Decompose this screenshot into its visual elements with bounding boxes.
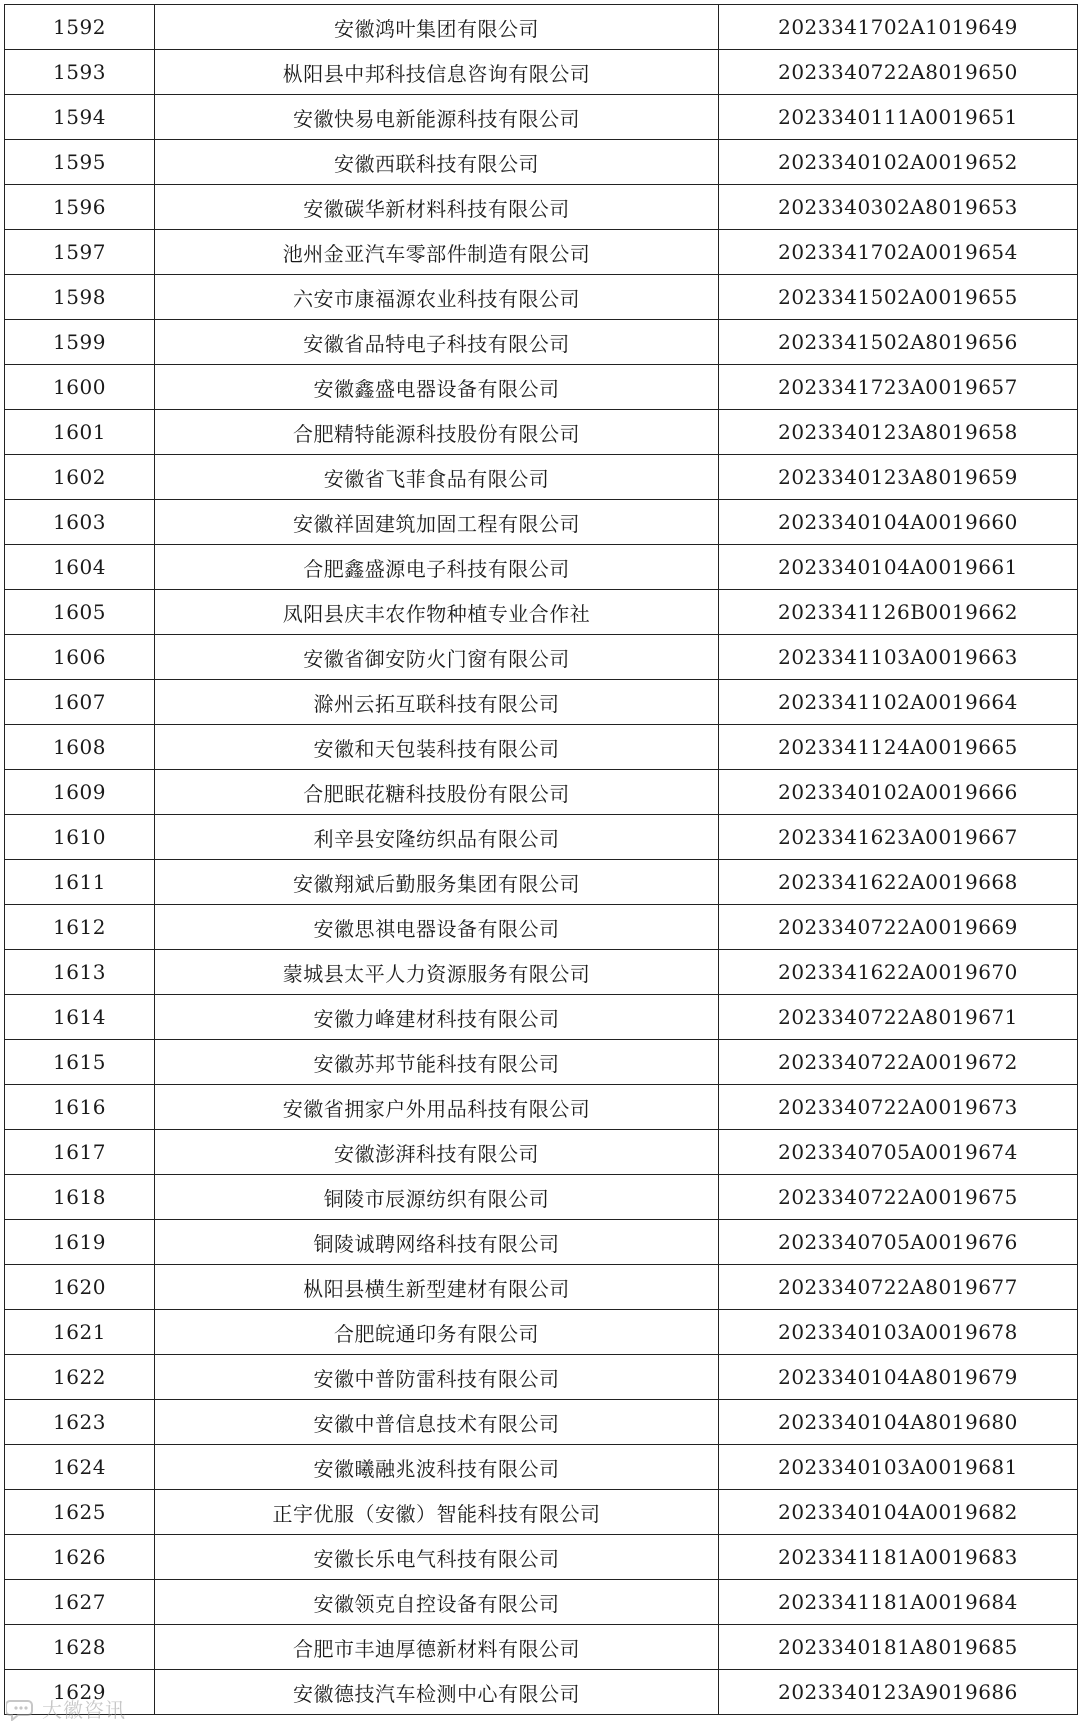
row-seq-number: 1605 [5,590,155,635]
table-row [5,635,1078,680]
table-row [5,1130,1078,1175]
row-company-name: 合肥市丰迪厚德新材料有限公司 [155,1625,719,1670]
row-company-name: 安徽和天包装科技有限公司 [155,725,719,770]
row-company-name: 安徽曦融兆波科技有限公司 [155,1445,719,1490]
row-seq-number: 1619 [5,1220,155,1265]
table-row [5,500,1078,545]
row-seq-number: 1614 [5,995,155,1040]
row-seq-number: 1616 [5,1085,155,1130]
row-seq-number: 1618 [5,1175,155,1220]
table-row [5,770,1078,815]
row-registration-code: 2023341502A8019656 [719,320,1078,365]
row-registration-code: 2023340722A8019671 [719,995,1078,1040]
row-seq-number: 1613 [5,950,155,995]
row-company-name: 安徽省御安防火门窗有限公司 [155,635,719,680]
row-company-name: 合肥眠花糖科技股份有限公司 [155,770,719,815]
row-company-name: 安徽鸿叶集团有限公司 [155,5,719,50]
row-registration-code: 2023340102A0019666 [719,770,1078,815]
row-company-name: 合肥精特能源科技股份有限公司 [155,410,719,455]
row-registration-code: 2023340104A0019661 [719,545,1078,590]
row-registration-code: 2023341623A0019667 [719,815,1078,860]
row-registration-code: 2023340722A8019677 [719,1265,1078,1310]
row-company-name: 安徽领克自控设备有限公司 [155,1580,719,1625]
table-row [5,1625,1078,1670]
row-seq-number: 1604 [5,545,155,590]
row-registration-code: 2023340123A8019659 [719,455,1078,500]
row-seq-number: 1620 [5,1265,155,1310]
row-seq-number: 1597 [5,230,155,275]
row-company-name: 安徽快易电新能源科技有限公司 [155,95,719,140]
row-registration-code: 2023341181A0019683 [719,1535,1078,1580]
table-row [5,590,1078,635]
row-seq-number: 1615 [5,1040,155,1085]
row-company-name: 安徽祥固建筑加固工程有限公司 [155,500,719,545]
table-row [5,995,1078,1040]
table-row [5,1445,1078,1490]
table-row [5,95,1078,140]
row-company-name: 合肥鑫盛源电子科技有限公司 [155,545,719,590]
row-registration-code: 2023341622A0019670 [719,950,1078,995]
row-seq-number: 1592 [5,5,155,50]
table-row [5,1175,1078,1220]
row-registration-code: 2023341702A1019649 [719,5,1078,50]
row-company-name: 利辛县安隆纺织品有限公司 [155,815,719,860]
row-seq-number: 1600 [5,365,155,410]
row-seq-number: 1596 [5,185,155,230]
row-company-name: 凤阳县庆丰农作物种植专业合作社 [155,590,719,635]
row-registration-code: 2023340705A0019674 [719,1130,1078,1175]
row-company-name: 安徽中普信息技术有限公司 [155,1400,719,1445]
row-seq-number: 1602 [5,455,155,500]
row-registration-code: 2023340722A8019650 [719,50,1078,95]
row-registration-code: 2023341723A0019657 [719,365,1078,410]
table-row [5,1220,1078,1265]
row-company-name: 铜陵诚聘网络科技有限公司 [155,1220,719,1265]
row-seq-number: 1628 [5,1625,155,1670]
table-row [5,455,1078,500]
row-company-name: 安徽苏邦节能科技有限公司 [155,1040,719,1085]
row-registration-code: 2023340123A9019686 [719,1670,1078,1715]
row-seq-number: 1598 [5,275,155,320]
row-registration-code: 2023340103A0019678 [719,1310,1078,1355]
row-seq-number: 1629 [5,1670,155,1715]
row-seq-number: 1611 [5,860,155,905]
row-company-name: 安徽德技汽车检测中心有限公司 [155,1670,719,1715]
row-registration-code: 2023340111A0019651 [719,95,1078,140]
row-company-name: 安徽翔斌后勤服务集团有限公司 [155,860,719,905]
table-row [5,815,1078,860]
row-registration-code: 2023341622A0019668 [719,860,1078,905]
row-company-name: 合肥皖通印务有限公司 [155,1310,719,1355]
row-seq-number: 1622 [5,1355,155,1400]
row-seq-number: 1621 [5,1310,155,1355]
row-registration-code: 2023341502A0019655 [719,275,1078,320]
row-registration-code: 2023340181A8019685 [719,1625,1078,1670]
table-body [5,5,1078,1715]
row-company-name: 安徽长乐电气科技有限公司 [155,1535,719,1580]
row-seq-number: 1627 [5,1580,155,1625]
row-seq-number: 1595 [5,140,155,185]
row-registration-code: 2023340705A0019676 [719,1220,1078,1265]
row-company-name: 安徽澎湃科技有限公司 [155,1130,719,1175]
row-registration-code: 2023341702A0019654 [719,230,1078,275]
table-row [5,1535,1078,1580]
table-row [5,1310,1078,1355]
table-row [5,860,1078,905]
row-registration-code: 2023340104A0019660 [719,500,1078,545]
row-seq-number: 1601 [5,410,155,455]
row-company-name: 安徽省品特电子科技有限公司 [155,320,719,365]
table-row [5,1085,1078,1130]
table-row [5,1040,1078,1085]
row-company-name: 安徽中普防雷科技有限公司 [155,1355,719,1400]
row-company-name: 滁州云拓互联科技有限公司 [155,680,719,725]
row-registration-code: 2023340722A0019675 [719,1175,1078,1220]
row-registration-code: 2023341126B0019662 [719,590,1078,635]
table-row [5,905,1078,950]
row-registration-code: 2023340104A8019680 [719,1400,1078,1445]
table-row [5,365,1078,410]
table-row [5,5,1078,50]
table-row [5,50,1078,95]
row-seq-number: 1608 [5,725,155,770]
row-company-name: 铜陵市辰源纺织有限公司 [155,1175,719,1220]
table-row [5,725,1078,770]
row-company-name: 蒙城县太平人力资源服务有限公司 [155,950,719,995]
row-seq-number: 1607 [5,680,155,725]
row-seq-number: 1593 [5,50,155,95]
table-row [5,185,1078,230]
row-registration-code: 2023340302A8019653 [719,185,1078,230]
table-row [5,230,1078,275]
registry-sheet [4,4,1076,1715]
table-row [5,140,1078,185]
row-registration-code: 2023340722A0019672 [719,1040,1078,1085]
row-company-name: 池州金亚汽车零部件制造有限公司 [155,230,719,275]
row-registration-code: 2023341103A0019663 [719,635,1078,680]
row-seq-number: 1610 [5,815,155,860]
row-seq-number: 1624 [5,1445,155,1490]
row-seq-number: 1609 [5,770,155,815]
row-company-name: 枞阳县横生新型建材有限公司 [155,1265,719,1310]
row-seq-number: 1603 [5,500,155,545]
row-seq-number: 1606 [5,635,155,680]
row-company-name: 枞阳县中邦科技信息咨询有限公司 [155,50,719,95]
row-company-name: 安徽省拥家户外用品科技有限公司 [155,1085,719,1130]
table-row [5,1400,1078,1445]
row-company-name: 正宇优服（安徽）智能科技有限公司 [155,1490,719,1535]
row-seq-number: 1599 [5,320,155,365]
table-row [5,275,1078,320]
row-company-name: 安徽西联科技有限公司 [155,140,719,185]
row-registration-code: 2023340102A0019652 [719,140,1078,185]
row-registration-code: 2023340103A0019681 [719,1445,1078,1490]
row-registration-code: 2023340104A8019679 [719,1355,1078,1400]
enterprise-registry-table [4,4,1078,1715]
row-seq-number: 1625 [5,1490,155,1535]
watermark-text: 大徽咨讯 [42,1698,126,1722]
row-company-name: 安徽碳华新材料科技有限公司 [155,185,719,230]
row-registration-code: 2023340722A0019669 [719,905,1078,950]
row-company-name: 安徽鑫盛电器设备有限公司 [155,365,719,410]
row-seq-number: 1594 [5,95,155,140]
row-seq-number: 1623 [5,1400,155,1445]
table-row [5,1670,1078,1715]
row-registration-code: 2023340104A0019682 [719,1490,1078,1535]
row-registration-code: 2023341102A0019664 [719,680,1078,725]
row-seq-number: 1617 [5,1130,155,1175]
row-seq-number: 1626 [5,1535,155,1580]
table-row [5,950,1078,995]
row-registration-code: 2023340123A8019658 [719,410,1078,455]
row-registration-code: 2023341181A0019684 [719,1580,1078,1625]
row-registration-code: 2023340722A0019673 [719,1085,1078,1130]
table-row [5,545,1078,590]
table-row [5,320,1078,365]
row-seq-number: 1612 [5,905,155,950]
table-row [5,1490,1078,1535]
row-company-name: 安徽省飞菲食品有限公司 [155,455,719,500]
table-row [5,1265,1078,1310]
row-company-name: 安徽力峰建材科技有限公司 [155,995,719,1040]
table-row [5,410,1078,455]
row-company-name: 安徽思祺电器设备有限公司 [155,905,719,950]
table-row [5,680,1078,725]
row-company-name: 六安市康福源农业科技有限公司 [155,275,719,320]
row-registration-code: 2023341124A0019665 [719,725,1078,770]
table-row [5,1580,1078,1625]
table-row [5,1355,1078,1400]
